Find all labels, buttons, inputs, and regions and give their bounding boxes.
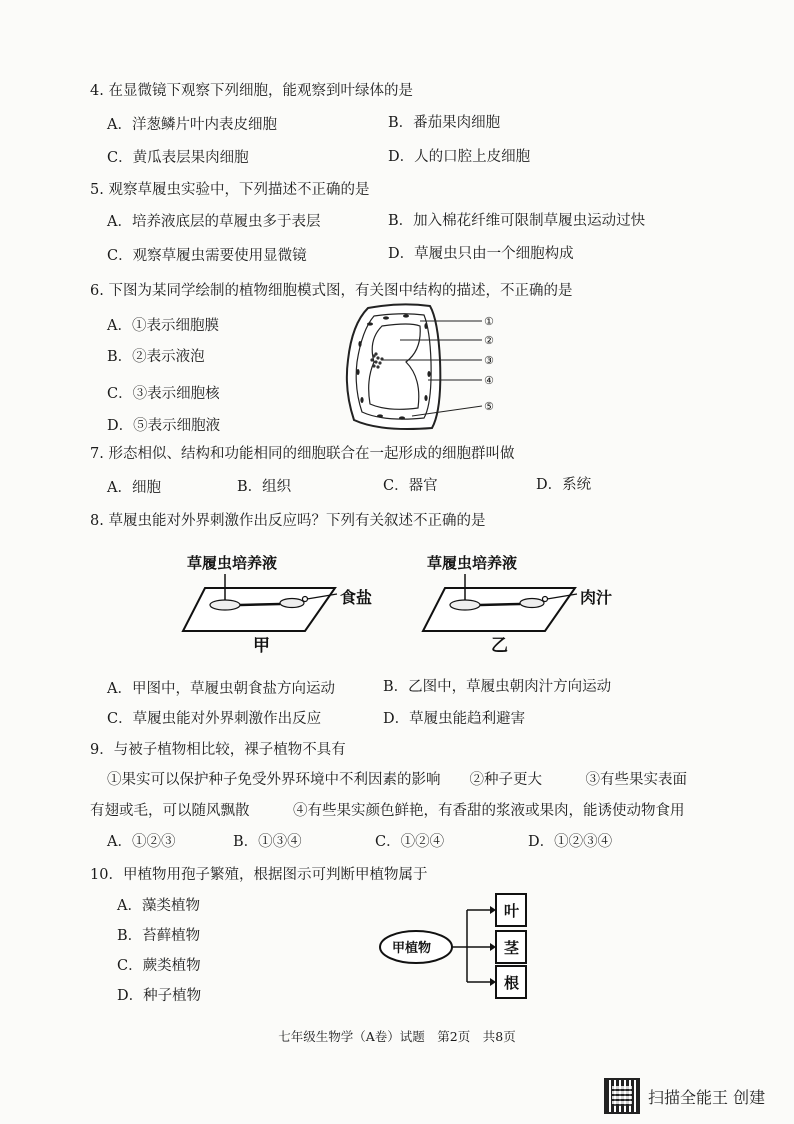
- q4-option-b: B．番茄果肉细胞: [388, 115, 501, 131]
- q8-option-c: C．草履虫能对外界刺激作出反应: [107, 711, 322, 727]
- paramecium-experiment-diagram: [175, 548, 613, 658]
- q9-option-c: C．①②④: [375, 834, 445, 850]
- q5-option-d: D．草履虫只由一个细胞构成: [388, 246, 574, 262]
- q6-option-c: C．③表示细胞核: [107, 386, 220, 402]
- stem-label: 茎: [504, 939, 520, 957]
- cell-label-2: ②: [484, 334, 494, 347]
- q8-option-a: A．甲图中，草履虫朝食盐方向运动: [107, 681, 335, 697]
- q10-option-a: A．藻类植物: [117, 898, 200, 914]
- left-title: 草履虫培养液: [187, 554, 278, 572]
- q5-option-c: C．观察草履虫需要使用显微镜: [107, 248, 307, 264]
- q9-option-d: D．①②③④: [528, 834, 613, 850]
- q7-option-b: B．组织: [237, 479, 292, 495]
- q5-option-b: B．加入棉花纤维可限制草履虫运动过快: [388, 213, 646, 229]
- cell-label-1: ①: [484, 315, 494, 328]
- right-stimulus: 肉汁: [580, 588, 613, 607]
- cell-label-3: ③: [484, 354, 494, 367]
- q10-stem: 10．甲植物用孢子繁殖，根据图示可判断甲植物属于: [90, 867, 428, 883]
- q10-option-b: B．苔藓植物: [117, 928, 201, 944]
- plant-cell-diagram: [340, 300, 510, 435]
- q4-option-c: C．黄瓜表层果肉细胞: [107, 150, 249, 166]
- left-stimulus: 食盐: [340, 588, 373, 607]
- q7-option-d: D．系统: [536, 477, 592, 493]
- scanner-text: 扫描全能王 创建: [648, 1087, 766, 1107]
- q10-option-c: C．蕨类植物: [117, 958, 201, 974]
- q9-stem: 9．与被子植物相比较，裸子植物不具有: [90, 742, 346, 758]
- qr-code-icon: [604, 1078, 640, 1114]
- q9-line1: ①果实可以保护种子免受外界环境中不利因素的影响 ②种子更大 ③有些果实表面: [107, 772, 687, 788]
- q9-option-b: B．①③④: [233, 834, 302, 850]
- q4-option-a: A．洋葱鳞片叶内表皮细胞: [107, 117, 277, 133]
- q5-stem: 5. 观察草履虫实验中，下列描述不正确的是: [90, 182, 370, 198]
- q6-option-b: B．②表示液泡: [107, 349, 205, 365]
- root-label: 根: [504, 974, 520, 992]
- page-footer: 七年级生物学（A卷）试题 第2页 共8页: [278, 1029, 516, 1044]
- q8-stem: 8. 草履虫能对外界刺激作出反应吗？下列有关叙述不正确的是: [90, 513, 486, 529]
- q4-option-d: D．人的口腔上皮细胞: [388, 149, 531, 165]
- plant-label: 甲植物: [392, 941, 432, 956]
- q9-option-a: A．①②③: [107, 834, 176, 850]
- q6-stem: 6. 下图为某同学绘制的植物细胞模式图，有关图中结构的描述，不正确的是: [90, 283, 573, 299]
- q7-option-a: A．细胞: [107, 480, 161, 496]
- cell-label-4: ④: [484, 374, 494, 387]
- q9-line2: 有翅或毛，可以随风飘散 ④有些果实颜色鲜艳，有香甜的浆液或果肉，能诱使动物食用: [90, 803, 685, 819]
- right-title: 草履虫培养液: [427, 554, 518, 572]
- q8-option-b: B．乙图中，草履虫朝肉汁方向运动: [383, 679, 612, 695]
- q6-option-d: D．⑤表示细胞液: [107, 418, 221, 434]
- q10-option-d: D．种子植物: [117, 988, 202, 1004]
- scanner-watermark: [604, 1078, 765, 1114]
- q8-option-d: D．草履虫能趋利避害: [383, 711, 526, 727]
- q6-option-a: A．①表示细胞膜: [107, 318, 219, 334]
- q5-option-a: A．培养液底层的草履虫多于表层: [107, 214, 321, 230]
- q7-stem: 7. 形态相似、结构和功能相同的细胞联合在一起形成的细胞群叫做: [90, 446, 515, 462]
- right-caption: 乙: [491, 636, 508, 656]
- cell-label-5: ⑤: [484, 400, 494, 413]
- left-caption: 甲: [253, 636, 270, 656]
- q7-option-c: C．器官: [383, 478, 438, 494]
- q4-stem: 4. 在显微镜下观察下列细胞，能观察到叶绿体的是: [90, 83, 413, 99]
- leaf-label: 叶: [504, 902, 520, 920]
- plant-structure-diagram: [375, 890, 535, 1005]
